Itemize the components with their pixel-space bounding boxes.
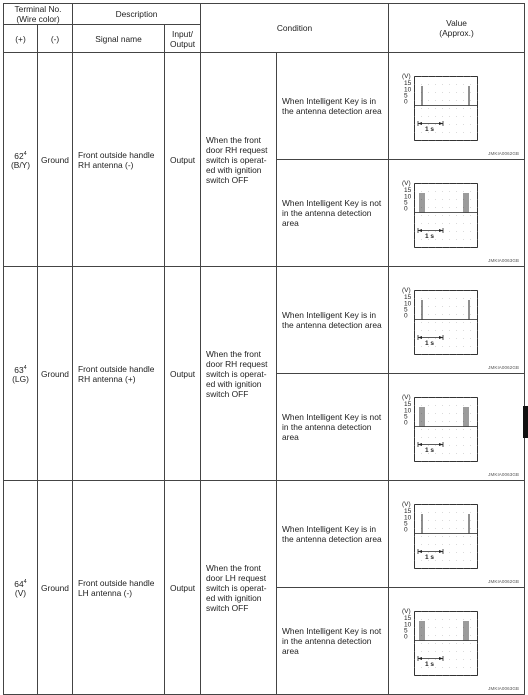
figure-code: JMKIA0063GB — [488, 686, 520, 691]
scope-tick-label: 0 — [404, 526, 408, 534]
value-waveform-cell — [389, 267, 525, 374]
value-waveform-cell — [389, 160, 525, 267]
header-input-output: Input/ Output — [165, 25, 201, 53]
table-row — [4, 481, 525, 588]
scope-tick-label: 15 — [404, 615, 412, 622]
scope-frame — [415, 291, 478, 355]
condition-cell: When the front door LH request switch is operat-ed with ignition switch OFF — [201, 481, 277, 695]
scope-unit-label: (V) — [402, 501, 411, 508]
sub-condition-cell: When Intelligent Key is in the antenna detection area — [277, 53, 389, 160]
input-output-cell: Output — [165, 267, 201, 481]
sub-condition-cell: When Intelligent Key is in the antenna detection area — [277, 481, 389, 588]
condition-cell: When the front door RH request switch is operat-ed with ignition switch OFF — [201, 267, 277, 481]
sub-condition-cell: When Intelligent Key is not in the antenna detection area — [277, 588, 389, 695]
waveform-pulse-burst — [402, 175, 480, 251]
ground-cell: Ground — [38, 267, 73, 481]
terminal-number: 62 — [14, 150, 24, 161]
wire-color: (B/Y) — [10, 160, 31, 171]
input-output-cell: Output — [165, 53, 201, 267]
value-waveform-cell — [389, 481, 525, 588]
terminal-superscript: 4 — [23, 364, 27, 371]
condition-cell: When the front door RH request switch is operat-ed with ignition switch OFF — [201, 53, 277, 267]
table-row — [4, 53, 525, 160]
scope-tick-label: 10 — [404, 86, 412, 94]
header-terminal: Terminal No. (Wire color) — [4, 4, 73, 25]
figure-code: JMKIA0062GB — [488, 579, 520, 584]
scope-tick-label: 15 — [404, 294, 412, 301]
input-output-cell: Output — [165, 481, 201, 695]
scope-frame — [415, 77, 478, 141]
terminal-number: 63 — [14, 364, 24, 375]
scope-tick-label: 5 — [404, 627, 408, 635]
terminal-table — [3, 3, 525, 695]
header-description: Description — [73, 4, 201, 25]
scope-time-label: 1 s — [425, 126, 435, 133]
scope-unit-label: (V) — [402, 608, 411, 615]
scope-unit-label: (V) — [402, 287, 411, 294]
section-edge-tab — [523, 406, 528, 438]
terminal-number: 64 — [14, 578, 24, 589]
scope-tick-label: 15 — [404, 508, 412, 515]
scope-tick-label: 0 — [404, 98, 408, 106]
sub-condition-cell: When Intelligent Key is not in the antenna detection area — [277, 374, 389, 481]
figure-code: JMKIA0063GB — [488, 472, 520, 477]
scope-tick-label: 5 — [404, 520, 408, 528]
scope-tick-label: 15 — [404, 80, 412, 87]
scope-tick-label: 10 — [404, 621, 412, 629]
sub-condition-cell: When Intelligent Key is in the antenna detection area — [277, 267, 389, 374]
scope-time-label: 1 s — [425, 447, 435, 454]
waveform-single-pulse — [402, 68, 480, 144]
figure-code: JMKIA0063GB — [488, 258, 520, 263]
table-row — [4, 267, 525, 374]
scope-tick-label: 10 — [404, 300, 412, 308]
scope-tick-label: 10 — [404, 193, 412, 201]
figure-code: JMKIA0062GB — [488, 365, 520, 370]
wire-color: (LG) — [12, 374, 29, 385]
scope-tick-label: 5 — [404, 199, 408, 207]
scope-tick-label: 15 — [404, 187, 412, 194]
header-plus: (+) — [4, 25, 38, 53]
signal-name-cell: Front outside handle LH antenna (-) — [73, 481, 165, 695]
terminal-cell — [4, 53, 38, 267]
value-waveform-cell — [389, 588, 525, 695]
value-waveform-cell — [389, 374, 525, 481]
header-signal-name: Signal name — [73, 25, 165, 53]
scope-tick-label: 5 — [404, 413, 408, 421]
scope-unit-label: (V) — [402, 73, 411, 80]
waveform-pulse-burst — [402, 603, 480, 679]
header-value: Value (Approx.) — [389, 4, 525, 53]
scope-tick-label: 0 — [404, 205, 408, 213]
waveform-pulse-burst — [402, 389, 480, 465]
ground-cell: Ground — [38, 481, 73, 695]
sub-condition-cell: When Intelligent Key is not in the antenna detection area — [277, 160, 389, 267]
signal-name-cell: Front outside handle RH antenna (-) — [73, 53, 165, 267]
waveform-single-pulse — [402, 282, 480, 358]
scope-tick-label: 5 — [404, 306, 408, 314]
scope-time-label: 1 s — [425, 554, 435, 561]
waveform-single-pulse — [402, 496, 480, 572]
scope-tick-label: 5 — [404, 92, 408, 100]
scope-tick-label: 0 — [404, 312, 408, 320]
scope-tick-label: 0 — [404, 419, 408, 427]
terminal-cell — [4, 481, 38, 695]
header-condition: Condition — [201, 4, 389, 53]
signal-name-cell: Front outside handle RH antenna (+) — [73, 267, 165, 481]
scope-tick-label: 15 — [404, 401, 412, 408]
header-minus: (-) — [38, 25, 73, 53]
scope-tick-label: 10 — [404, 407, 412, 415]
terminal-cell — [4, 267, 38, 481]
scope-time-label: 1 s — [425, 661, 435, 668]
scope-time-label: 1 s — [425, 340, 435, 347]
scope-unit-label: (V) — [402, 394, 411, 401]
scope-frame — [415, 505, 478, 569]
scope-tick-label: 0 — [404, 633, 408, 641]
figure-code: JMKIA0062GB — [488, 151, 520, 156]
ground-cell: Ground — [38, 53, 73, 267]
wire-color: (V) — [14, 588, 27, 599]
value-waveform-cell — [389, 53, 525, 160]
scope-tick-label: 10 — [404, 514, 412, 522]
terminal-superscript: 4 — [23, 150, 27, 157]
scope-unit-label: (V) — [402, 180, 411, 187]
terminal-superscript: 4 — [23, 578, 27, 585]
scope-time-label: 1 s — [425, 233, 435, 240]
